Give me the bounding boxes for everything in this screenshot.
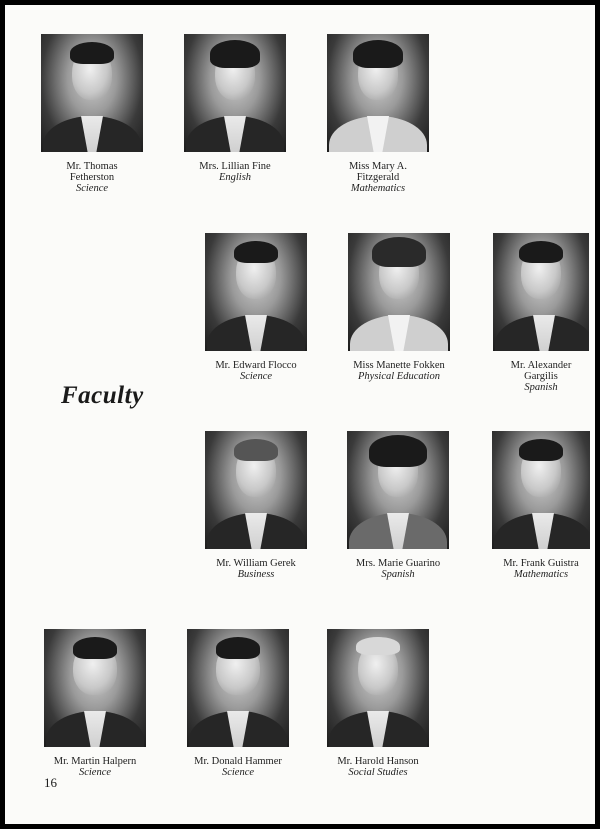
faculty-name: Mr. Thomas (66, 161, 118, 172)
page-number: 16 (44, 775, 57, 790)
faculty-name: Mr. Donald Hammer (194, 756, 282, 767)
yearbook-page (5, 5, 595, 824)
portrait-photo (205, 431, 307, 549)
faculty-department: Mathematics (350, 183, 406, 194)
faculty-card-hammer (183, 629, 293, 778)
portrait-photo (493, 233, 589, 351)
section-title: Faculty (61, 382, 144, 409)
faculty-card-fine (180, 34, 290, 183)
portrait-photo (327, 629, 429, 747)
faculty-department: Science (75, 183, 109, 194)
faculty-card-flocco (201, 233, 311, 382)
faculty-name: Mr. Alexander (510, 360, 572, 371)
faculty-card-guarino (343, 431, 453, 580)
faculty-name: Miss Manette Fokken (353, 360, 445, 371)
faculty-name-line2: Fitzgerald (356, 172, 400, 183)
faculty-card-fetherston (37, 34, 147, 194)
faculty-card-guistra (486, 431, 596, 580)
portrait-photo (347, 431, 449, 549)
faculty-department: Science (239, 371, 273, 382)
portrait-photo (41, 34, 143, 152)
portrait-photo (327, 34, 429, 152)
faculty-department: Business (237, 569, 275, 580)
faculty-card-gerek (201, 431, 311, 580)
faculty-name: Mr. Edward Flocco (215, 360, 297, 371)
portrait-photo (184, 34, 286, 152)
portrait-photo (348, 233, 450, 351)
faculty-card-fokken (344, 233, 454, 382)
faculty-name-line2: Gargilis (524, 371, 558, 382)
faculty-name: Mr. Harold Hanson (337, 756, 419, 767)
faculty-department: English (218, 172, 252, 183)
faculty-name: Mr. William Gerek (216, 558, 296, 569)
faculty-name: Mr. Martin Halpern (53, 756, 137, 767)
portrait-photo (44, 629, 146, 747)
faculty-card-halpern (40, 629, 150, 778)
faculty-department: Spanish (524, 382, 558, 393)
faculty-card-hanson (323, 629, 433, 778)
faculty-department: Science (78, 767, 112, 778)
faculty-name: Miss Mary A. (348, 161, 408, 172)
faculty-name-line2: Fetherston (69, 172, 115, 183)
faculty-card-fitzgerald (323, 34, 433, 194)
faculty-department: Mathematics (513, 569, 569, 580)
faculty-name: Mr. Frank Guistra (503, 558, 579, 569)
portrait-photo (492, 431, 590, 549)
faculty-department: Science (221, 767, 255, 778)
faculty-card-gargilis (486, 233, 596, 393)
faculty-name: Mrs. Lillian Fine (199, 161, 271, 172)
faculty-department: Social Studies (348, 767, 408, 778)
faculty-department: Spanish (381, 569, 415, 580)
faculty-department: Physical Education (358, 371, 440, 382)
portrait-photo (187, 629, 289, 747)
portrait-photo (205, 233, 307, 351)
faculty-name: Mrs. Marie Guarino (355, 558, 441, 569)
